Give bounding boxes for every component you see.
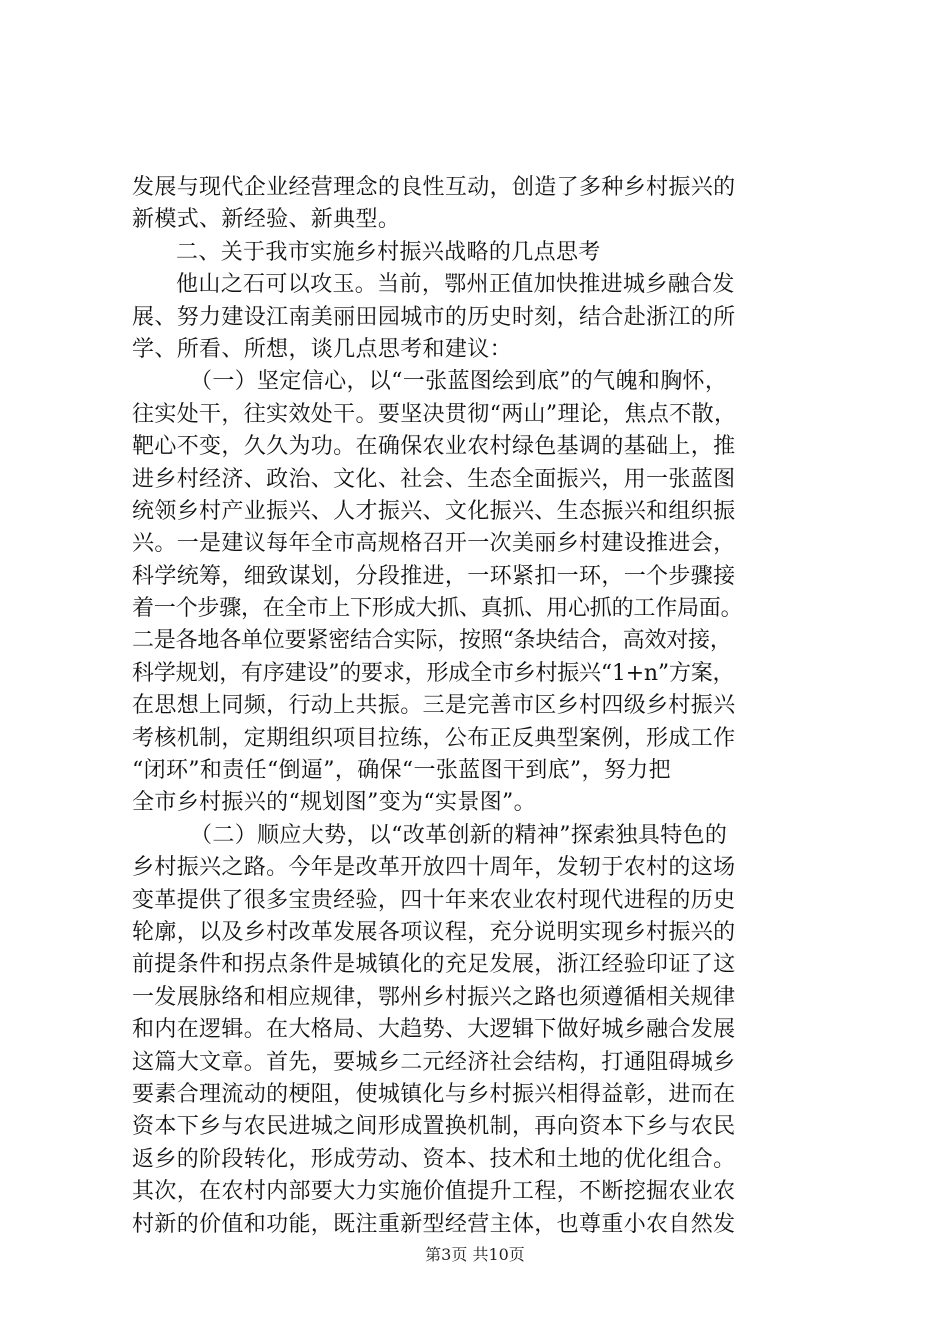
text-line: 全市乡村振兴的“规划图”变为“实景图”。 (132, 790, 536, 816)
section-heading: 二、关于我市实施乡村振兴战略的几点思考 (176, 239, 601, 265)
text-line: 资本下乡与农民进城之间形成置换机制，再向资本下乡与农民 (132, 1114, 736, 1140)
text-line: 发展与现代企业经营理念的良性互动，创造了多种乡村振兴的 (132, 175, 736, 200)
text-line: 一发展脉络和相应规律，鄂州乡村振兴之路也须遵循相关规律 (132, 984, 736, 1010)
text-line: 变革提供了很多宝贵经验，四十年来农业农村现代进程的历史 (132, 887, 736, 913)
subsection-heading: （二）顺应大势，以“改革创新的精神”探索独具特色的 (190, 822, 728, 848)
text-line: 统领乡村产业振兴、人才振兴、文化振兴、生态振兴和组织振 (132, 498, 736, 524)
text-line: 考核机制，定期组织项目拉练，公布正反典型案例，形成工作 (132, 725, 736, 751)
body-text (132, 172, 832, 1241)
subsection-heading: （一）坚定信心，以“一张蓝图绘到底”的气魄和胸怀， (190, 369, 728, 395)
text-line: 靶心不变，久久为功。在确保农业农村绿色基调的基础上，推 (132, 434, 736, 460)
text-line: 科学统筹，细致谋划，分段推进，一环紧扣一环，一个步骤接 (132, 563, 736, 589)
text-line: 兴。一是建议每年全市高规格召开一次美丽乡村建设推进会， (132, 531, 736, 557)
text-line: 这篇大文章。首先，要城乡二元经济社会结构，打通阻碍城乡 (132, 1049, 736, 1075)
text-line: 要素合理流动的梗阻，使城镇化与乡村振兴相得益彰，进而在 (132, 1081, 736, 1107)
text-line: 科学规划，有序建设”的要求，形成全市乡村振兴“1+n”方案， (132, 660, 735, 686)
text-line: 乡村振兴之路。今年是改革开放四十周年，发轫于农村的这场 (132, 855, 736, 881)
text-line: 返乡的阶段转化，形成劳动、资本、技术和土地的优化组合。 (132, 1146, 736, 1172)
text-line: 他山之石可以攻玉。当前，鄂州正值加快推进城乡融合发 (176, 272, 735, 298)
text-line: “闭环”和责任“倒逼”，确保“一张蓝图干到底”，努力把 (132, 758, 671, 784)
text-line: 轮廓，以及乡村改革发展各项议程，充分说明实现乡村振兴的 (132, 919, 736, 945)
text-line: 村新的价值和功能，既注重新型经营主体，也尊重小农自然发 (132, 1211, 736, 1237)
text-line: 学、所看、所想，谈几点思考和建议： (132, 336, 512, 362)
text-line: 在思想上同频，行动上共振。三是完善市区乡村四级乡村振兴 (132, 693, 736, 719)
text-line: 其次，在农村内部要大力实施价值提升工程，不断挖掘农业农 (132, 1179, 736, 1205)
text-line: 新模式、新经验、新典型。 (132, 207, 401, 233)
text-line: 前提条件和拐点条件是城镇化的充足发展，浙江经验印证了这 (132, 952, 736, 978)
text-line: 往实处干，往实效处干。要坚决贯彻“两山”理论，焦点不散， (132, 401, 737, 427)
page-footer: 第3页 共10页 (425, 1245, 525, 1264)
text-line: 和内在逻辑。在大格局、大趋势、大逻辑下做好城乡融合发展 (132, 1017, 736, 1043)
text-line: 进乡村经济、政治、文化、社会、生态全面振兴，用一张蓝图 (132, 466, 736, 492)
text-line: 着一个步骤，在全市上下形成大抓、真抓、用心抓的工作局面。 (132, 596, 743, 622)
text-line: 二是各地各单位要紧密结合实际，按照“条块结合，高效对接， (132, 628, 732, 654)
text-line: 展、努力建设江南美丽田园城市的历史时刻，结合赴浙江的所 (132, 304, 736, 330)
